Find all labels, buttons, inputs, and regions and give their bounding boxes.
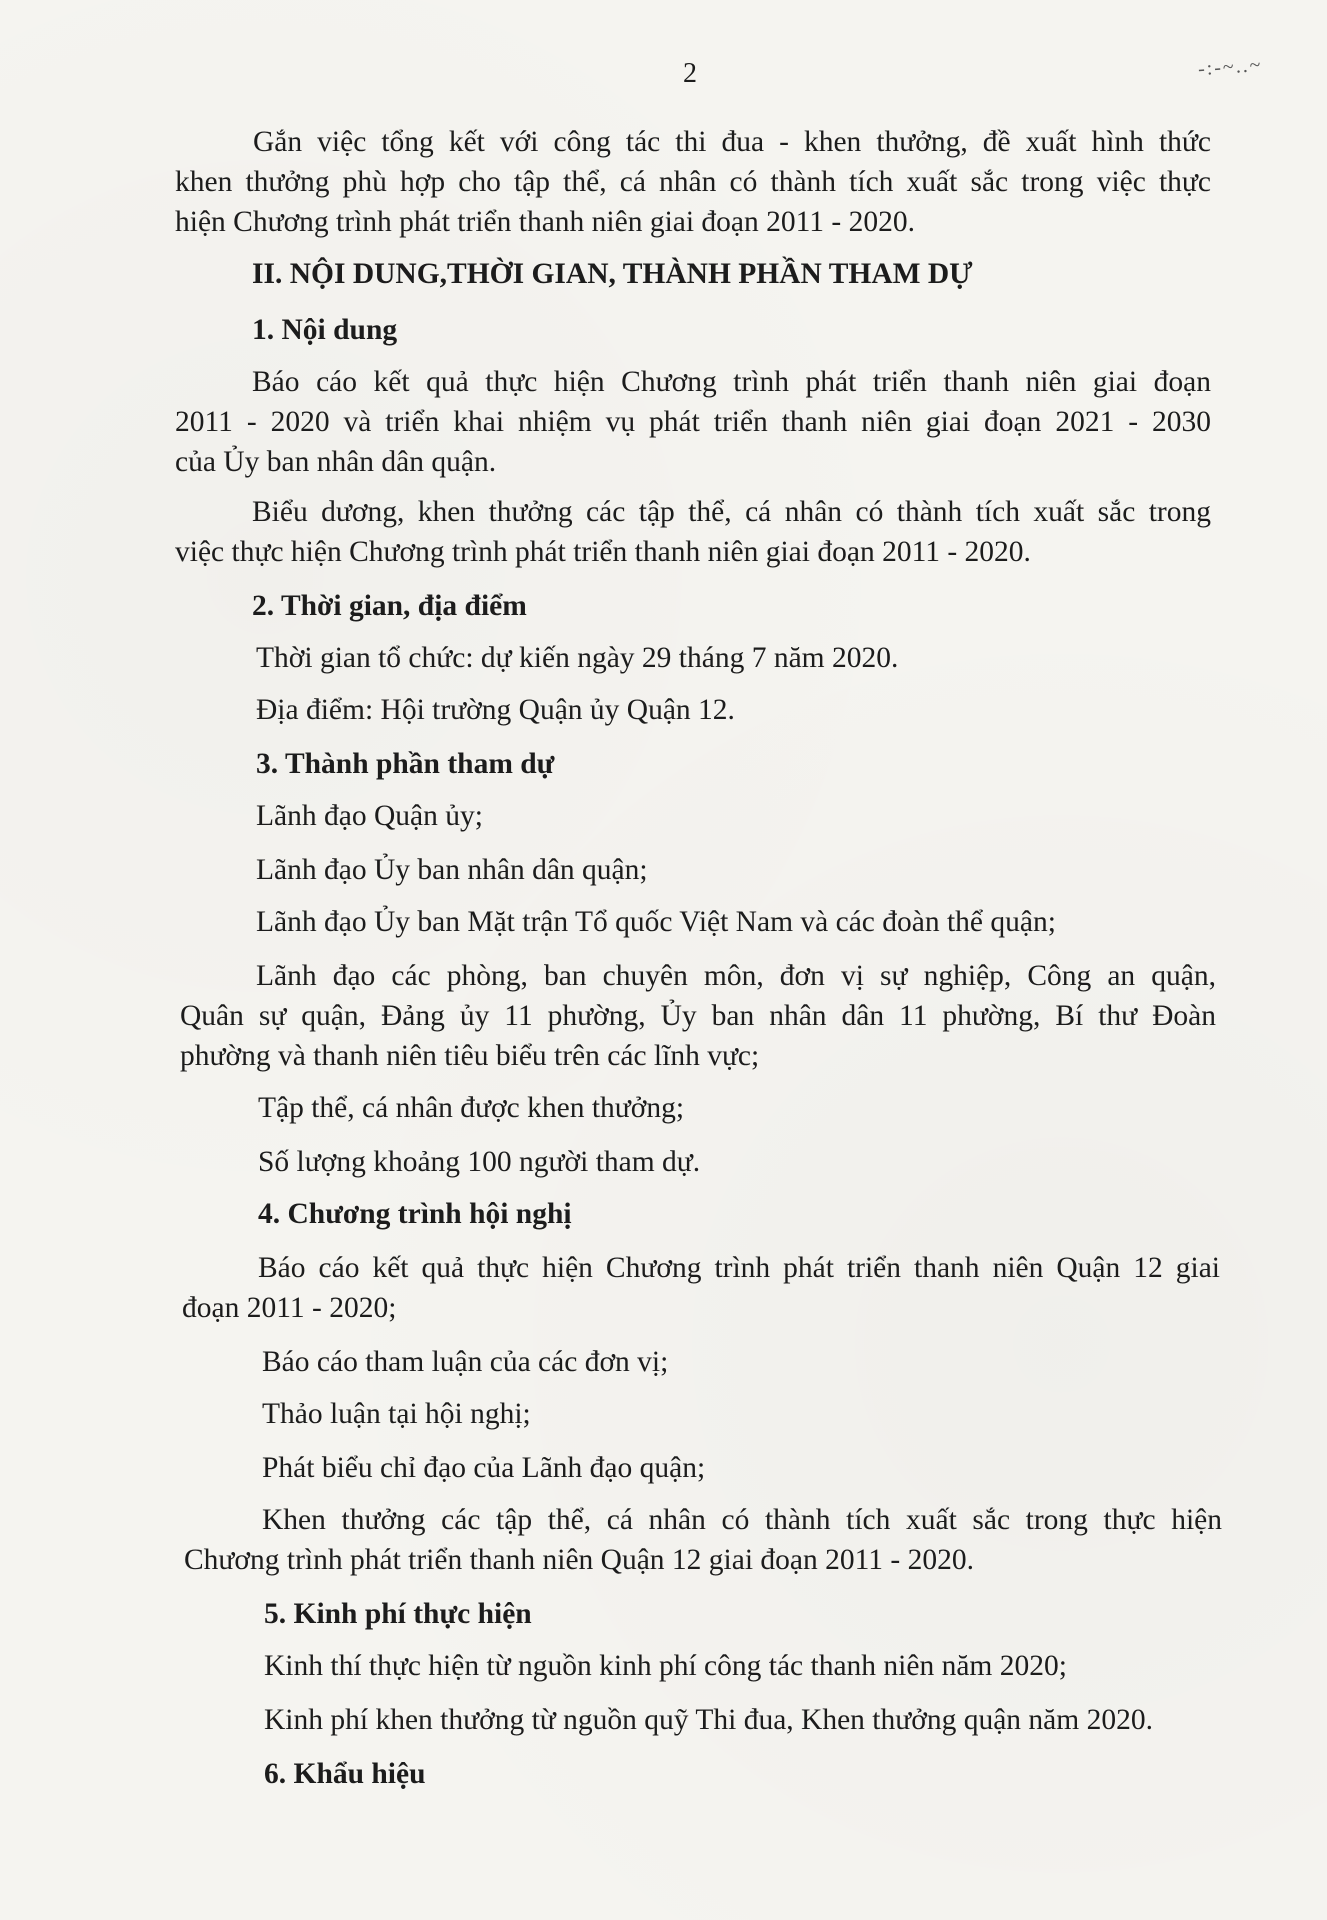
paragraph-line: Phát biểu chỉ đạo của Lãnh đạo quận; [262, 1452, 706, 1484]
paragraph-line: Thời gian tổ chức: dự kiến ngày 29 tháng 7 năm 2020. [256, 642, 899, 674]
paragraph-line: Lãnh đạo Quận ủy; [256, 800, 483, 832]
paragraph-line: 2011 - 2020 và triển khai nhiệm vụ phát triển thanh niên giai đoạn 2021 - 2030 [175, 406, 1211, 438]
paragraph-line: Thảo luận tại hội nghị; [262, 1398, 531, 1430]
subsection-heading: 1. Nội dung [252, 314, 398, 346]
paragraph-line: Gắn việc tổng kết với công tác thi đua - khen thưởng, đề xuất hình thức [253, 126, 1211, 158]
paragraph-line: Lãnh đạo Ủy ban Mặt trận Tổ quốc Việt Nam và các đoàn thể quận; [256, 906, 1056, 938]
paragraph-line: Địa điểm: Hội trường Quận ủy Quận 12. [256, 694, 735, 726]
paragraph-line: Kinh thí thực hiện từ nguồn kinh phí công tác thanh niên năm 2020; [264, 1650, 1067, 1682]
paragraph-line: Quân sự quận, Đảng ủy 11 phường, Ủy ban nhân dân 11 phường, Bí thư Đoàn [180, 1000, 1216, 1032]
paragraph-line: Số lượng khoảng 100 người tham dự. [258, 1146, 701, 1178]
paragraph-line: Tập thể, cá nhân được khen thưởng; [258, 1092, 685, 1124]
paragraph-line: Kinh phí khen thưởng từ nguồn quỹ Thi đua, Khen thưởng quận năm 2020. [264, 1704, 1153, 1736]
scan-corner-mark: -:-~..~ [1197, 53, 1264, 81]
subsection-heading: 3. Thành phần tham dự [256, 748, 555, 780]
paragraph-line: Khen thưởng các tập thể, cá nhân có thành tích xuất sắc trong thực hiện [262, 1504, 1222, 1536]
paragraph-line: Báo cáo tham luận của các đơn vị; [262, 1346, 669, 1378]
paragraph-line: Biểu dương, khen thưởng các tập thể, cá nhân có thành tích xuất sắc trong [252, 496, 1211, 528]
paragraph-line: đoạn 2011 - 2020; [182, 1292, 397, 1324]
subsection-heading: 5. Kinh phí thực hiện [264, 1598, 532, 1630]
paragraph-line: khen thưởng phù hợp cho tập thể, cá nhân có thành tích xuất sắc trong việc thực [175, 166, 1211, 198]
subsection-heading: 2. Thời gian, địa điểm [252, 590, 527, 622]
subsection-heading: 6. Khẩu hiệu [264, 1758, 426, 1790]
paragraph-line: việc thực hiện Chương trình phát triển thanh niên giai đoạn 2011 - 2020. [175, 536, 1031, 568]
section-heading: II. NỘI DUNG,THỜI GIAN, THÀNH PHẦN THAM DỰ [252, 258, 973, 290]
paragraph-line: Báo cáo kết quả thực hiện Chương trình phát triển thanh niên giai đoạn [252, 366, 1211, 398]
paragraph-line: hiện Chương trình phát triển thanh niên giai đoạn 2011 - 2020. [175, 206, 916, 238]
page-number: 2 [683, 58, 697, 89]
paragraph-line: phường và thanh niên tiêu biểu trên các lĩnh vực; [180, 1040, 760, 1072]
paragraph-line: Lãnh đạo Ủy ban nhân dân quận; [256, 854, 648, 886]
paragraph-line: của Ủy ban nhân dân quận. [175, 446, 497, 478]
paragraph-line: Chương trình phát triển thanh niên Quận 12 giai đoạn 2011 - 2020. [184, 1544, 974, 1576]
paragraph-line: Lãnh đạo các phòng, ban chuyên môn, đơn vị sự nghiệp, Công an quận, [256, 960, 1216, 992]
paragraph-line: Báo cáo kết quả thực hiện Chương trình phát triển thanh niên Quận 12 giai [258, 1252, 1220, 1284]
subsection-heading: 4. Chương trình hội nghị [258, 1198, 572, 1230]
